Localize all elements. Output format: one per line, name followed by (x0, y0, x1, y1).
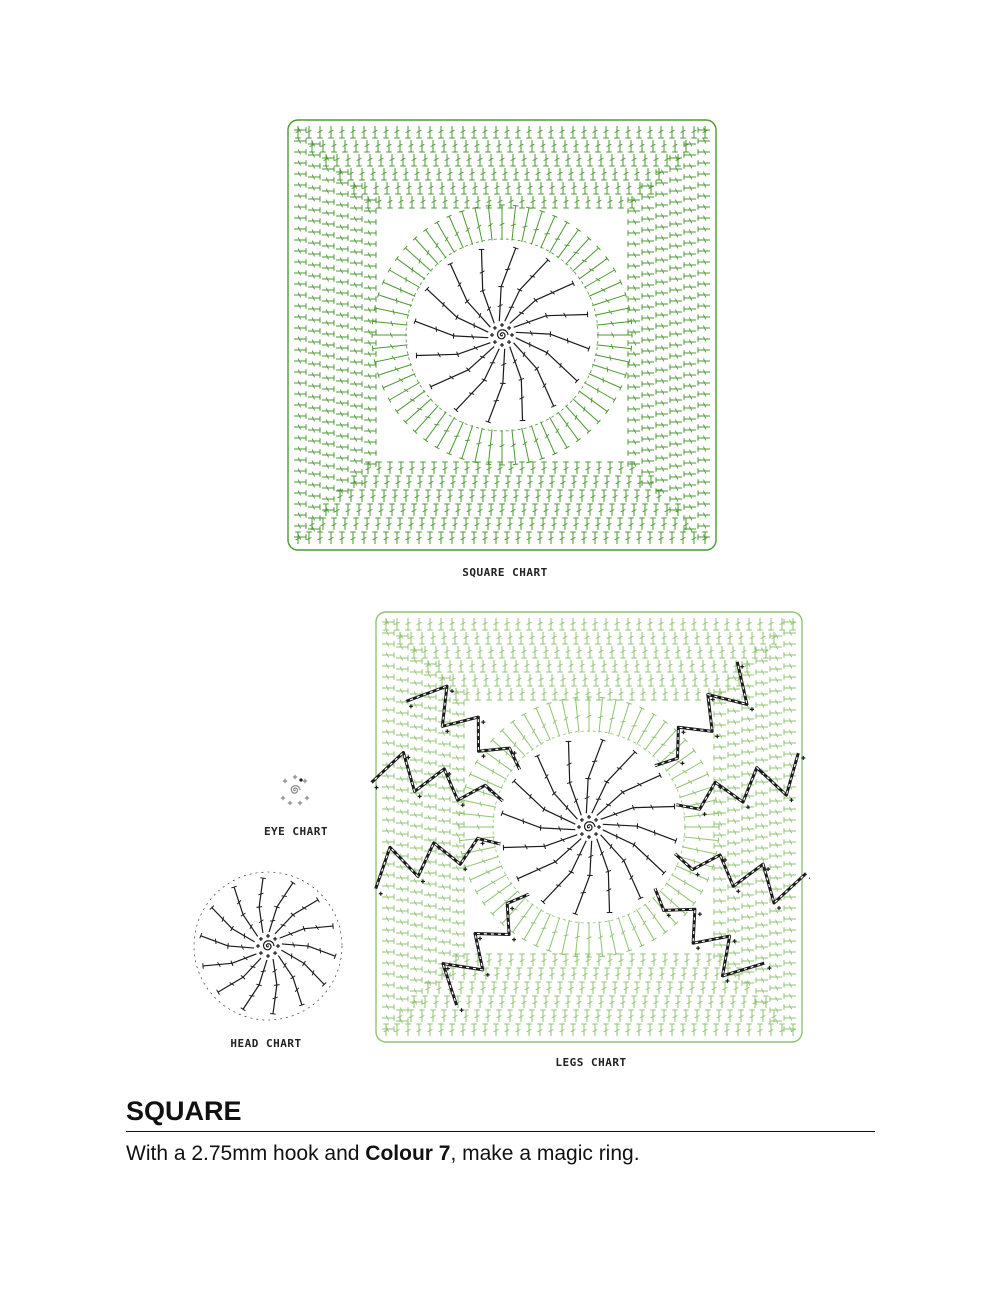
legs-chart-center-motif (501, 739, 677, 915)
head-chart (190, 868, 346, 1024)
square-chart (280, 112, 724, 558)
square-chart-center-motif (414, 247, 590, 423)
eye-chart (270, 768, 320, 812)
instruction-text-end: , make a magic ring. (450, 1142, 640, 1165)
square-chart-caption: SQUARE CHART (462, 566, 548, 579)
section-divider (126, 1131, 875, 1132)
instruction-text-start: With a 2.75mm hook and (126, 1142, 366, 1165)
head-chart-caption: HEAD CHART (230, 1037, 302, 1050)
instruction-colour-name: Colour 7 (365, 1142, 451, 1165)
eye-chart-caption: EYE CHART (263, 825, 329, 838)
instruction-text (126, 1142, 640, 1166)
legs-chart (368, 604, 810, 1050)
section-title: SQUARE (126, 1096, 242, 1126)
legs-chart-caption: LEGS CHART (555, 1056, 627, 1069)
